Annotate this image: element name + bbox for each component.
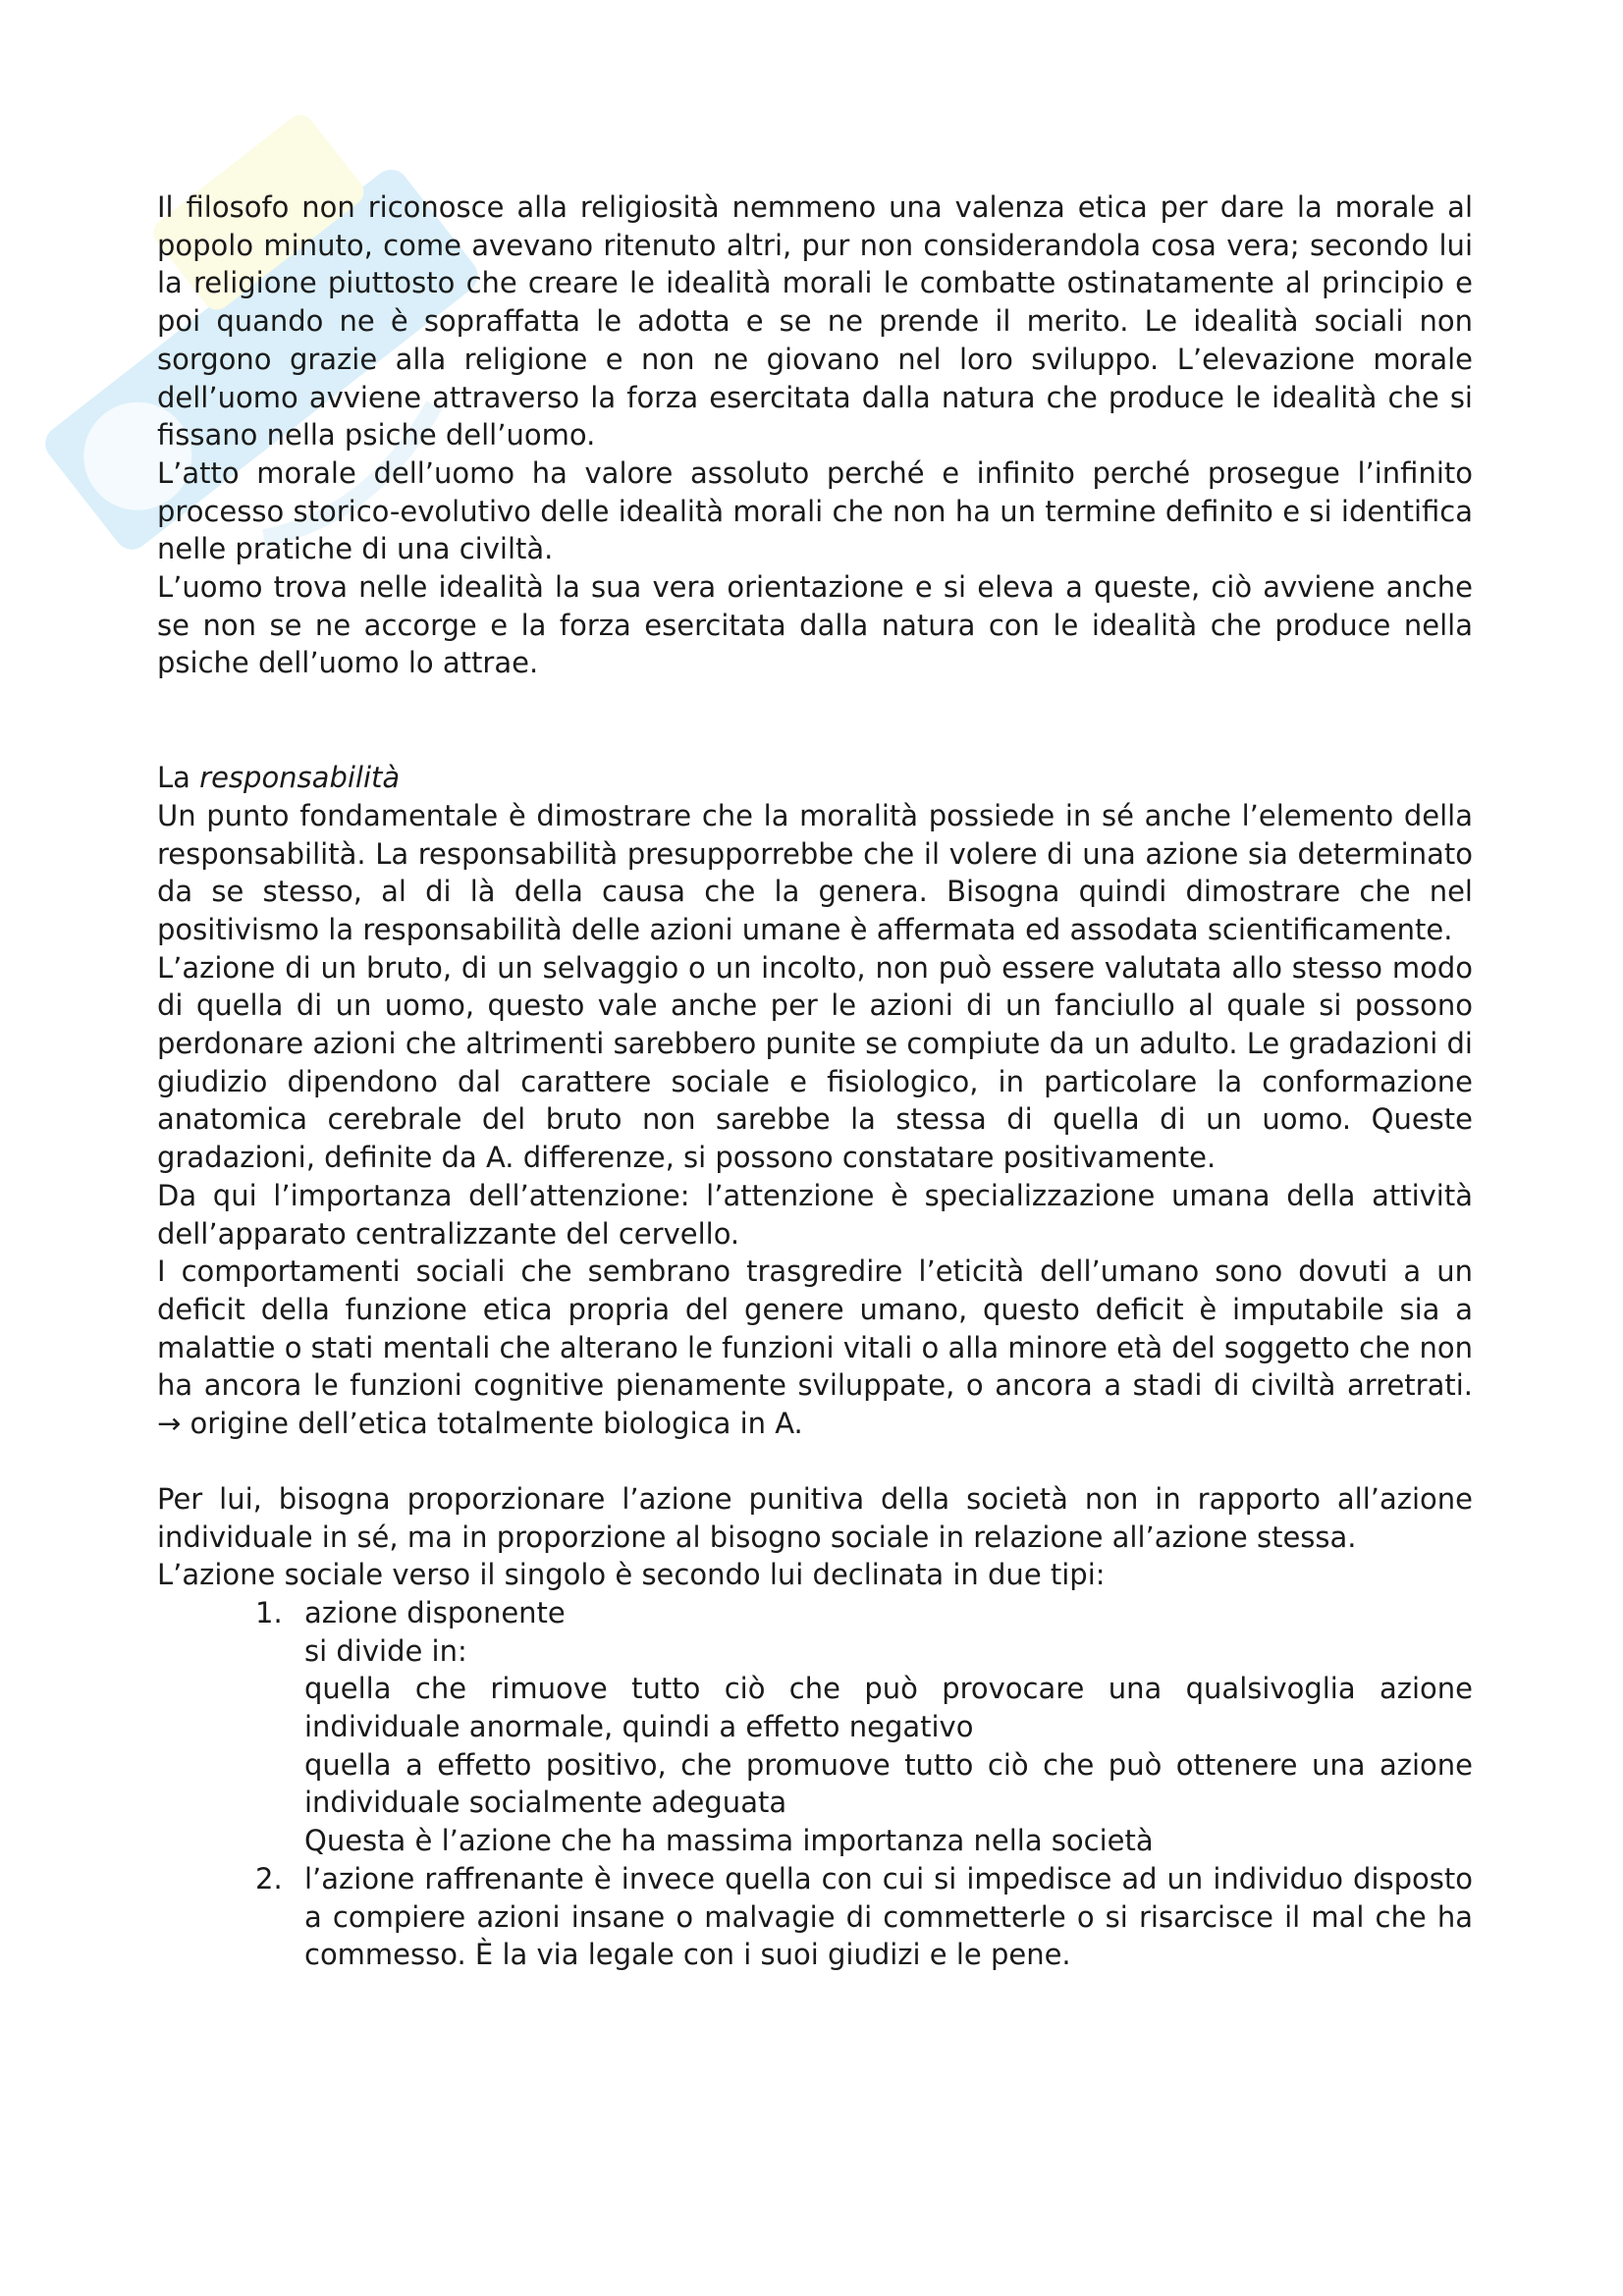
paragraph: Il filosofo non riconosce alla religiosità nemmeno una valenza etica per dare la morale al popolo minuto, come avevano ritenuto altri, pur non considerandola cosa vera; secondo lui la religione piuttosto che creare le idealità morali le combatte ostinatamente al principio e poi quando ne è sopraffatta le adotta e se ne prende il merito. Le idealità sociali non sorgono grazie alla religione e non ne giovano nel loro sviluppo. L’elevazione morale dell’uomo avviene attraverso la forza esercitata dalla natura che produce le idealità che si fissano nella psiche dell’uomo.	[157, 190, 1473, 453]
paragraph	[157, 1253, 1473, 1443]
list-line: si divide in:	[304, 1633, 467, 1668]
section-heading-prefix: La	[157, 761, 200, 795]
paragraph: Un punto fondamentale è dimostrare che la moralità possiede in sé anche l’elemento della responsabilità. La responsabilità presupporrebbe che il volere di una azione sia determinato da se stesso, al di là della causa che la genera. Bisogna quindi dimostrare che nel positivismo la responsabilità delle azioni umane è affermata ed assodata scientificamente.	[157, 798, 1473, 946]
list-number: 2.	[255, 1861, 283, 1896]
list-line: l’azione raffrenante è invece quella con cui si impedisce ad un individuo disposto a compiere azioni insane o malvagie di commetterle o si risarcisce il mal che ha commesso. È la via legale con i suoi giudizi e le pene.	[304, 1861, 1473, 1972]
paragraph: L’uomo trova nelle idealità la sua vera orientazione e si eleva a queste, ciò avviene anche se non se ne accorge e la forza esercitata dalla natura con le idealità che produce nella psiche dell’uomo lo attrae.	[157, 570, 1473, 680]
list-item	[157, 1860, 1473, 1974]
section-heading-italic: responsabilità	[199, 761, 401, 795]
arrow-right-icon: →	[157, 1407, 182, 1441]
paragraph: L’azione di un bruto, di un selvaggio o un incolto, non può essere valutata allo stesso modo di quella di un uomo, questo vale anche per le azioni di un fanciullo al quale si possono perdonare azioni che altrimenti sarebbero punite se compiute da un adulto. Le gradazioni di giudizio dipendono dal carattere sociale e fisiologico, in particolare la conformazione anatomica cerebrale del bruto non sarebbe la stessa di quella di un uomo. Queste gradazioni, definite da A. differenze, si possono constatare positivamente.	[157, 950, 1473, 1175]
paragraph: Per lui, bisogna proporzionare l’azione punitiva della società non in rapporto all’azione individuale in sé, ma in proporzione al bisogno sociale in relazione all’azione stessa.	[157, 1481, 1473, 1554]
numbered-list	[157, 1594, 1473, 1974]
list-line: quella che rimuove tutto ciò che può provocare una qualsivoglia azione individuale anormale, quindi a effetto negativo	[304, 1672, 1473, 1744]
list-line: azione disponente	[304, 1595, 566, 1629]
list-line: Questa è l’azione che ha massima importanza nella società	[304, 1824, 1154, 1858]
arrow-note: origine dell’etica totalmente biologica in A.	[181, 1407, 803, 1441]
section-heading	[157, 759, 1473, 797]
list-item	[157, 1594, 1473, 1860]
list-number: 1.	[255, 1595, 283, 1629]
paragraph: L’azione sociale verso il singolo è secondo lui declinata in due tipi:	[157, 1558, 1106, 1592]
list-line: quella a effetto positivo, che promuove tutto ciò che può ottenere una azione individuale socialmente adeguata	[304, 1747, 1473, 1820]
paragraph: L’atto morale dell’uomo ha valore assoluto perché e infinito perché prosegue l’infinito processo storico-evolutivo delle idealità morali che non ha un termine definito e si identifica nelle pratiche di una civiltà.	[157, 455, 1473, 566]
document-body	[157, 188, 1473, 1974]
paragraph: Da qui l’importanza dell’attenzione: l’attenzione è specializzazione umana della attività dell’apparato centralizzante del cervello.	[157, 1178, 1473, 1251]
paragraph-text: I comportamenti sociali che sembrano trasgredire l’eticità dell’umano sono dovuti a un deficit della funzione etica propria del genere umano, questo deficit è imputabile sia a malattie o stati mentali che alterano le funzioni vitali o alla minore età del soggetto che non ha ancora le funzioni cognitive pienamente sviluppate, o ancora a stadi di civiltà arretrati.	[157, 1255, 1473, 1403]
